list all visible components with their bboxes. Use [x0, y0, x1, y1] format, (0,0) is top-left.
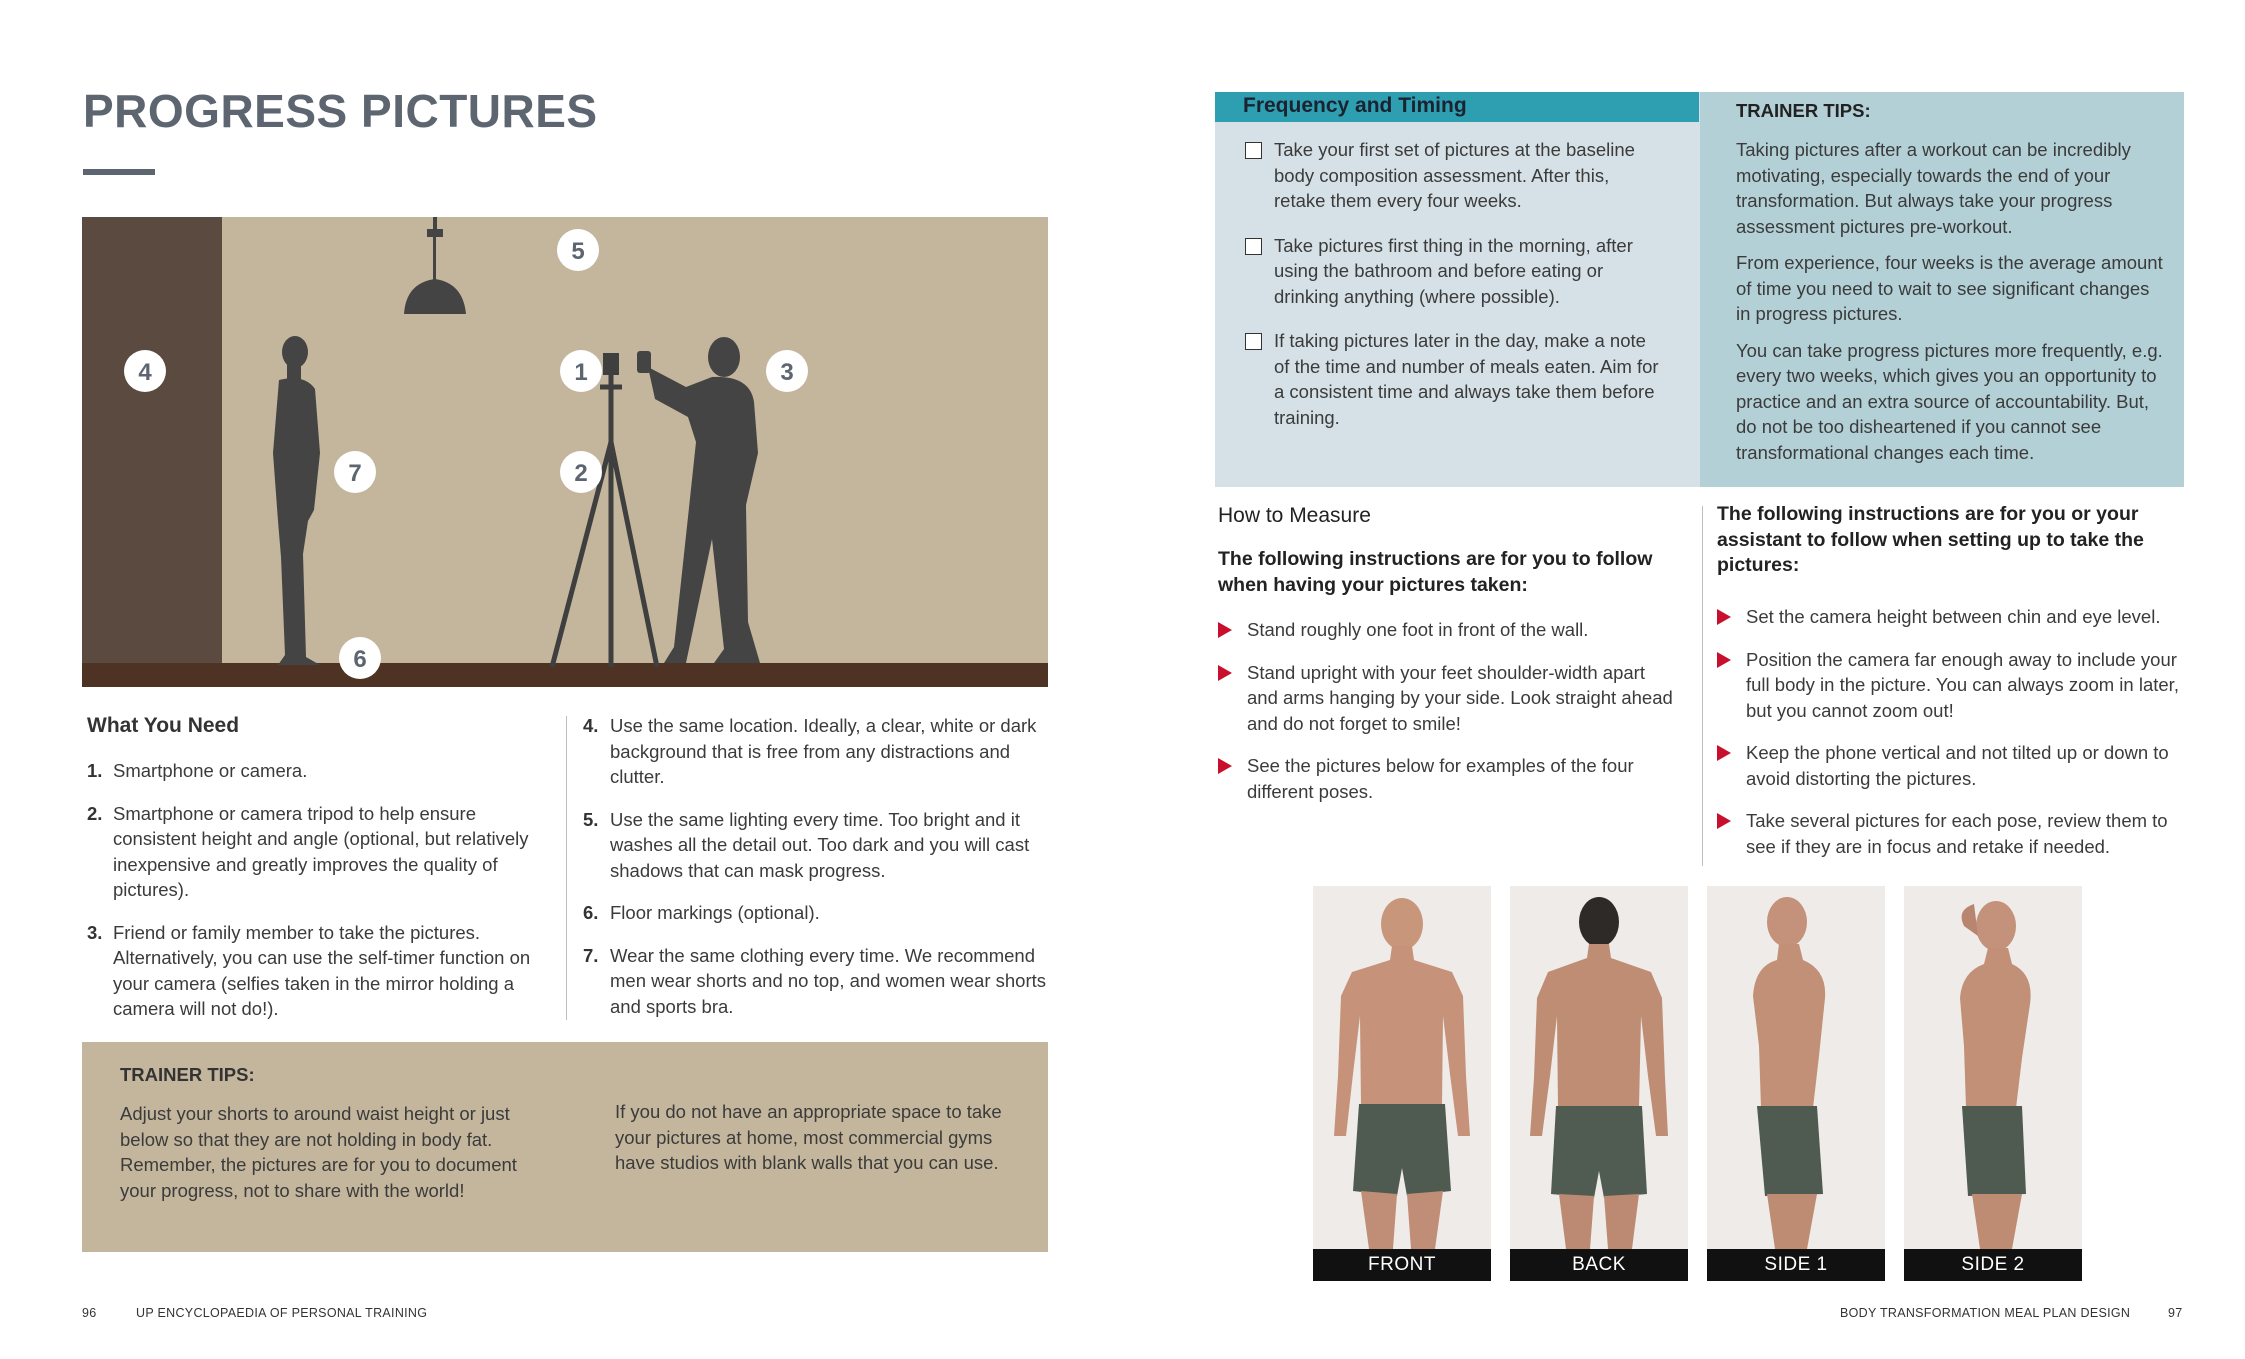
list-item: Stand upright with your feet shoulder-width apart and arms hanging by your side. Look straight ahead and do not forget to smile!	[1218, 660, 1678, 737]
list-item: 3. Friend or family member to take the pictures. Alternatively, you can use the self-timer function on your camera (selfies taken in the mirror holding a camera will not do!).	[87, 921, 531, 1019]
trainer-tips-body-right	[1736, 137, 2166, 476]
list-item: Keep the phone vertical and not tilted up or down to avoid distorting the pictures.	[1717, 740, 2187, 791]
list-item: 1. Smartphone or camera.	[87, 760, 308, 781]
photographer-silhouette	[637, 337, 760, 663]
photo-label: FRONT	[1313, 1249, 1491, 1281]
diagram-number-7: 7	[348, 460, 362, 487]
title-underline	[83, 169, 155, 175]
list-item: Set the camera height between chin and eye level.	[1717, 604, 2187, 630]
triangle-bullet-icon	[1218, 622, 1232, 638]
subject-silhouette	[273, 336, 320, 665]
photo-back	[1510, 886, 1688, 1281]
how-to-measure-subheading: The following instructions are for you to follow when having your pictures taken:	[1218, 548, 1653, 596]
running-title-left: UP ENCYCLOPAEDIA OF PERSONAL TRAINING	[136, 1306, 428, 1320]
triangle-bullet-icon	[1717, 813, 1731, 829]
triangle-bullet-icon	[1717, 652, 1731, 668]
frequency-heading: Frequency and Timing	[1243, 94, 1467, 117]
list-item: 5. Use the same lighting every time. Too bright and it washes all the detail out. Too dark and you will cast shadows that can mask progress.	[583, 808, 1030, 881]
diagram-number-3: 3	[780, 359, 794, 386]
list-item: Take several pictures for each pose, review them to see if they are in focus and retake if needed.	[1717, 808, 2187, 859]
setup-illustration	[82, 217, 1048, 687]
diagram-number-2: 2	[574, 460, 588, 487]
triangle-bullet-icon	[1218, 665, 1232, 681]
trainer-tip-paragraph: From experience, four weeks is the average amount of time you need to wait to see significant changes in progress pictures.	[1736, 252, 2163, 324]
wall-backdrop	[82, 217, 222, 665]
person-figure	[1960, 901, 2031, 1249]
triangle-bullet-icon	[1717, 609, 1731, 625]
lamp-icon	[404, 217, 466, 314]
list-item: 2. Smartphone or camera tripod to help ensure consistent height and angle (optional, but relatively inexpensive and greatly improves the quality of pictures).	[87, 802, 529, 900]
what-you-need-heading: What You Need	[87, 714, 240, 737]
column-divider	[566, 716, 567, 1020]
how-to-measure-heading: How to Measure	[1218, 504, 1371, 527]
frequency-checklist	[1243, 137, 1663, 449]
trainer-tip-paragraph: You can take progress pictures more frequently, e.g. every two weeks, which gives you an opportunity to practice and an extra source of accountability. But, do not be too disheartened if you cannot see transformational changes each time.	[1736, 339, 2163, 463]
checkbox-icon[interactable]	[1245, 333, 1262, 350]
person-figure	[1753, 897, 1825, 1249]
checklist-item: Take your first set of pictures at the baseline body composition assessment. After this, retake them every four weeks.	[1243, 137, 1663, 214]
person-figure	[1530, 897, 1668, 1249]
checklist-item: Take pictures first thing in the morning, after using the bathroom and before eating or drinking anything (where possible).	[1243, 233, 1663, 310]
diagram-number-4: 4	[138, 359, 152, 386]
list-item: 4. Use the same location. Ideally, a clear, white or dark background that is free from any distractions and clutter.	[583, 715, 1037, 787]
checkbox-icon[interactable]	[1245, 142, 1262, 159]
trainer-tips-heading-right: TRAINER TIPS:	[1736, 100, 1871, 121]
photo-side-2	[1904, 886, 2082, 1281]
phone-on-tripod	[603, 353, 619, 375]
page-number-left: 96	[82, 1306, 97, 1320]
list-item: Position the camera far enough away to include your full body in the picture. You can always zoom in later, but you cannot zoom out!	[1717, 647, 2187, 724]
page-number-right: 97	[2168, 1306, 2183, 1320]
page-title: PROGRESS PICTURES	[83, 85, 598, 137]
photo-label: BACK	[1510, 1249, 1688, 1281]
photo-front	[1313, 886, 1491, 1281]
column-divider	[1702, 506, 1703, 866]
photo-label: SIDE 1	[1707, 1249, 1885, 1281]
checklist-item: If taking pictures later in the day, make a note of the time and number of meals eaten. Aim for a consistent time and always take them before training.	[1243, 328, 1663, 430]
assistant-list	[1717, 604, 2187, 876]
assistant-subheading: The following instructions are for you or your assistant to follow when setting up to take the pictures:	[1717, 503, 2144, 576]
what-you-need-list-col2	[583, 713, 1053, 1036]
trainer-tip-paragraph: Taking pictures after a workout can be incredibly motivating, especially towards the end of your transformation. But always take your progress assessment pictures pre-workout.	[1736, 139, 2131, 237]
diagram-number-5: 5	[571, 238, 585, 265]
trainer-tip-paragraph: Adjust your shorts to around waist height or just below so that they are not holding in body fat. Remember, the pictures are for you to document your progress, not to share with the world!	[120, 1103, 517, 1201]
checkbox-icon[interactable]	[1245, 238, 1262, 255]
photo-label: SIDE 2	[1904, 1249, 2082, 1281]
list-item: 6. Floor markings (optional).	[583, 902, 820, 923]
list-item: Stand roughly one foot in front of the wall.	[1218, 617, 1678, 643]
diagram-number-6: 6	[353, 646, 367, 673]
diagram-number-1: 1	[574, 359, 588, 386]
list-item: 7. Wear the same clothing every time. We recommend men wear shorts and no top, and women wear shorts and sports bra.	[583, 944, 1047, 1017]
trainer-tips-heading: TRAINER TIPS:	[120, 1064, 255, 1085]
tripod-icon	[552, 357, 657, 667]
list-item: See the pictures below for examples of the four different poses.	[1218, 753, 1678, 804]
trainer-tip-paragraph: If you do not have an appropriate space to take your pictures at home, most commercial gyms have studios with blank walls that you can use.	[615, 1101, 1002, 1173]
photo-side-1	[1707, 886, 1885, 1281]
floor	[82, 663, 1048, 687]
what-you-need-list-col1	[87, 758, 537, 1039]
how-to-measure-list	[1218, 617, 1678, 821]
person-figure	[1334, 898, 1470, 1249]
triangle-bullet-icon	[1717, 745, 1731, 761]
running-title-right: BODY TRANSFORMATION MEAL PLAN DESIGN	[1840, 1306, 2131, 1320]
triangle-bullet-icon	[1218, 758, 1232, 774]
